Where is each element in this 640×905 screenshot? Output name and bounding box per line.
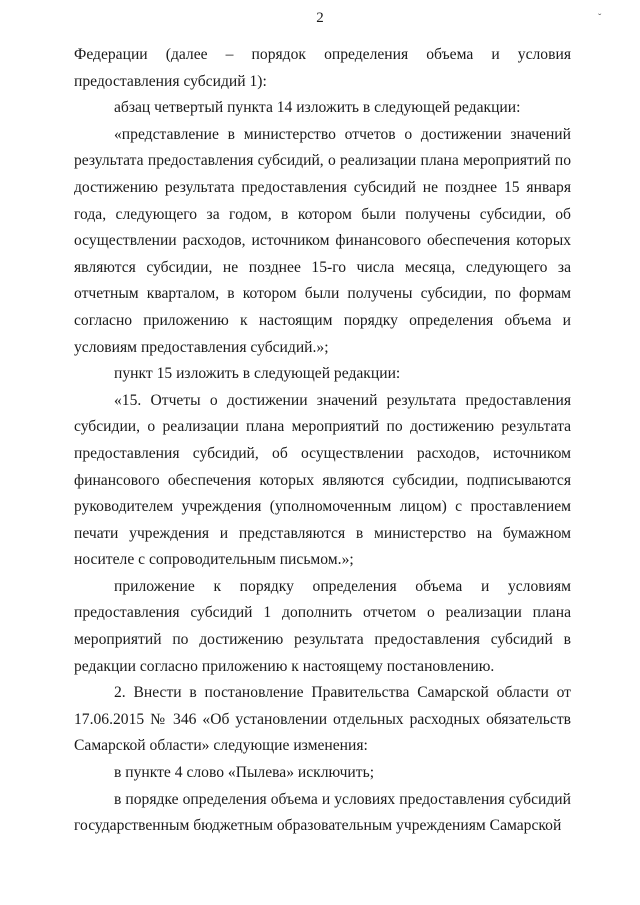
paragraph-9: в порядке определения объема и условиях предоставления субсидий государственным бюджетным образовательным учреждениям Самарской bbox=[74, 790, 571, 835]
scan-mark: ˇ bbox=[598, 13, 602, 24]
paragraph-6: приложение к порядку определения объема и условиям предоставления субсидий 1 дополнить отчетом о реализации плана мероприятий по достижению результата предоставления субсидий в редакции согласно приложению к настоящему постановлению. bbox=[74, 577, 571, 675]
paragraph-2: абзац четвертый пункта 14 изложить в следующей редакции: bbox=[114, 99, 521, 117]
paragraph-8: в пункте 4 слово «Пылева» исключить; bbox=[114, 764, 375, 782]
document-body bbox=[74, 42, 571, 840]
paragraph-1: Федерации (далее – порядок определения объема и условия предоставления субсидий 1): bbox=[74, 46, 571, 90]
paragraph-3: «представление в министерство отчетов о достижении значений результата предоставления субсидий, о реализации плана мероприятий по достижению результата предоставления субсидий не позднее 15 января года, следующего за годом, в котором были получены субсидии, об осуществлении расходов, источником финансового обеспечения которых являются субсидии, не позднее 15-го числа месяца, следующего за отчетным кварталом, в котором были получены субсидии, по формам согласно приложению к настоящим порядку определения объема и условиям предоставления субсидий.»; bbox=[74, 125, 571, 356]
paragraph-7: 2. Внести в постановление Правительства Самарской области от 17.06.2015 № 346 «Об установлении отдельных расходных обязательств Самарской области» следующие изменения: bbox=[74, 684, 571, 755]
page-number: 2 bbox=[316, 10, 324, 26]
paragraph-5: «15. Отчеты о достижении значений результата предоставления субсидии, о реализации плана мероприятий по достижению результата предоставления субсидий, об осуществлении расходов, источником финансового обеспечения которых являются субсидии, подписываются руководителем учреждения (уполномоченным лицом) с проставлением печати учреждения и представляются в министерство на бумажном носителе с сопроводительным письмом.»; bbox=[74, 391, 571, 569]
paragraph-4: пункт 15 изложить в следующей редакции: bbox=[114, 365, 401, 383]
